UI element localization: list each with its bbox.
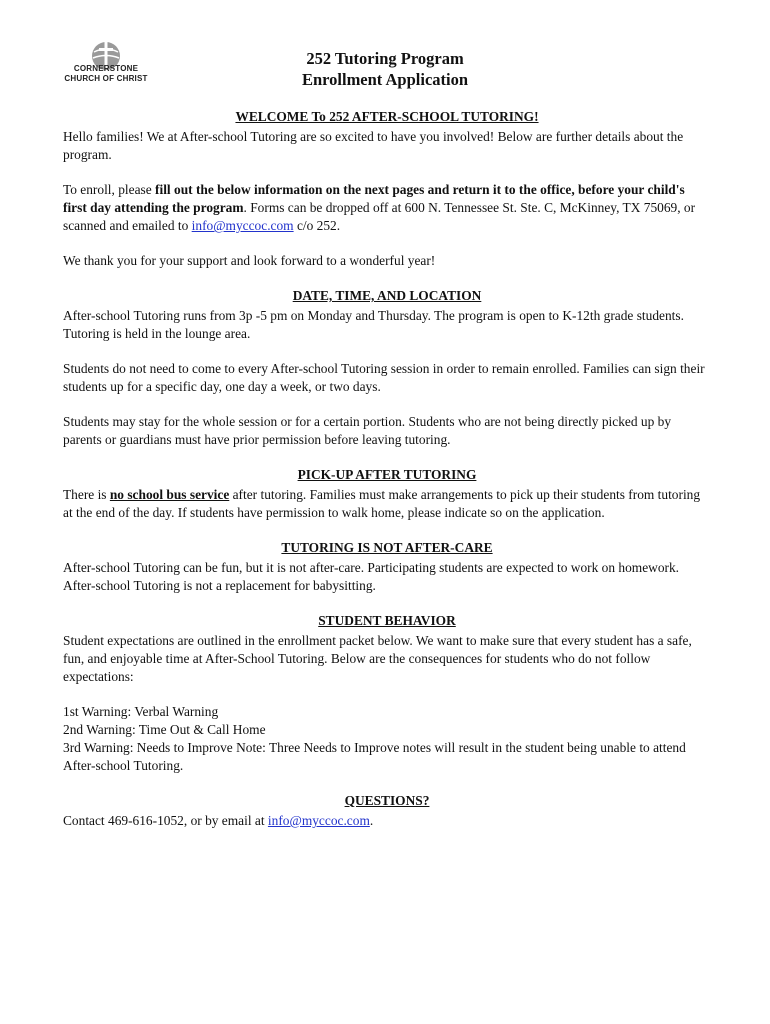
contact-text: Contact 469-616-1052, or by email at: [63, 813, 268, 828]
warnings-list: [63, 703, 711, 775]
no-bus-emphasis: no school bus service: [109, 487, 230, 502]
pickup-post: after tutoring. Families must make arrangements to pick up their students from tutoring at the end of the day. If students have permission to walk home, please indicate so on the application.: [63, 487, 701, 520]
document-body: [63, 108, 711, 847]
pickup-heading: PICK-UP AFTER TUTORING: [297, 467, 477, 482]
questions-end: .: [369, 813, 374, 828]
document-subtitle: Enrollment Application: [301, 70, 469, 89]
pickup-paragraph: [63, 486, 711, 522]
date-time-paragraph-2: Students do not need to come to every After-school Tutoring session in order to remain enrolled. Families can sign their students up for a specific day, one day a week, or two days.: [63, 361, 705, 394]
aftercare-paragraph: After-school Tutoring can be fun, but it is not after-care. Participating students are expected to work on homework. After-school Tutoring is not a replacement for babysitting.: [63, 560, 680, 593]
logo-line-2: CHURCH OF CHRIST: [64, 74, 148, 83]
email-link[interactable]: info@myccoc.com: [191, 218, 294, 233]
behavior-heading: STUDENT BEHAVIOR: [318, 613, 456, 628]
enroll-instructions-bold: fill out the below information on the next pages and return it to the office, before your child's first day attending the program: [63, 182, 685, 215]
questions-paragraph: [63, 812, 711, 830]
document-title: 252 Tutoring Program: [306, 49, 464, 68]
warning-item: 2nd Warning: Time Out & Call Home: [63, 722, 266, 737]
welcome-paragraph-3: We thank you for your support and look forward to a wonderful year!: [63, 253, 436, 268]
aftercare-heading: TUTORING IS NOT AFTER-CARE: [281, 540, 493, 555]
behavior-paragraph: Student expectations are outlined in the enrollment packet below. We want to make sure that every student has a safe, fun, and enjoyable time at After-School Tutoring. Below are the consequences for students who do not follow expectations:: [63, 633, 692, 684]
warning-item: 3rd Warning: Needs to Improve Note: Three Needs to Improve notes will result in the student being unable to attend After-school Tutoring.: [63, 740, 686, 773]
date-time-paragraph-1: After-school Tutoring runs from 3p -5 pm on Monday and Thursday. The program is open to K-12th grade students. Tutoring is held in the lounge area.: [63, 308, 684, 341]
questions-email-link[interactable]: info@myccoc.com: [267, 813, 370, 828]
welcome-paragraph-2: [63, 181, 711, 235]
questions-heading: QUESTIONS?: [344, 793, 430, 808]
warning-item: 1st Warning: Verbal Warning: [63, 704, 219, 719]
pickup-pre: There is: [63, 487, 110, 502]
date-time-heading: DATE, TIME, AND LOCATION: [292, 288, 482, 303]
logo-line-1: CORNERSTONE: [73, 64, 139, 73]
enroll-text: To enroll, please: [63, 182, 156, 197]
dropoff-text: . Forms can be dropped off at 600 N. Tennessee St. Ste. C, McKinney, TX 75069, or scanned and emailed to: [63, 200, 696, 233]
date-time-paragraph-3: Students may stay for the whole session or for a certain portion. Students who are not being directly picked up by parents or guardians must have prior permission before leaving tutoring.: [63, 414, 672, 447]
welcome-paragraph-1: Hello families! We at After-school Tutoring are so excited to have you involved! Below are further details about the program.: [63, 129, 684, 162]
email-suffix: c/o 252.: [293, 218, 341, 233]
welcome-heading: WELCOME To 252 AFTER-SCHOOL TUTORING!: [235, 109, 539, 124]
